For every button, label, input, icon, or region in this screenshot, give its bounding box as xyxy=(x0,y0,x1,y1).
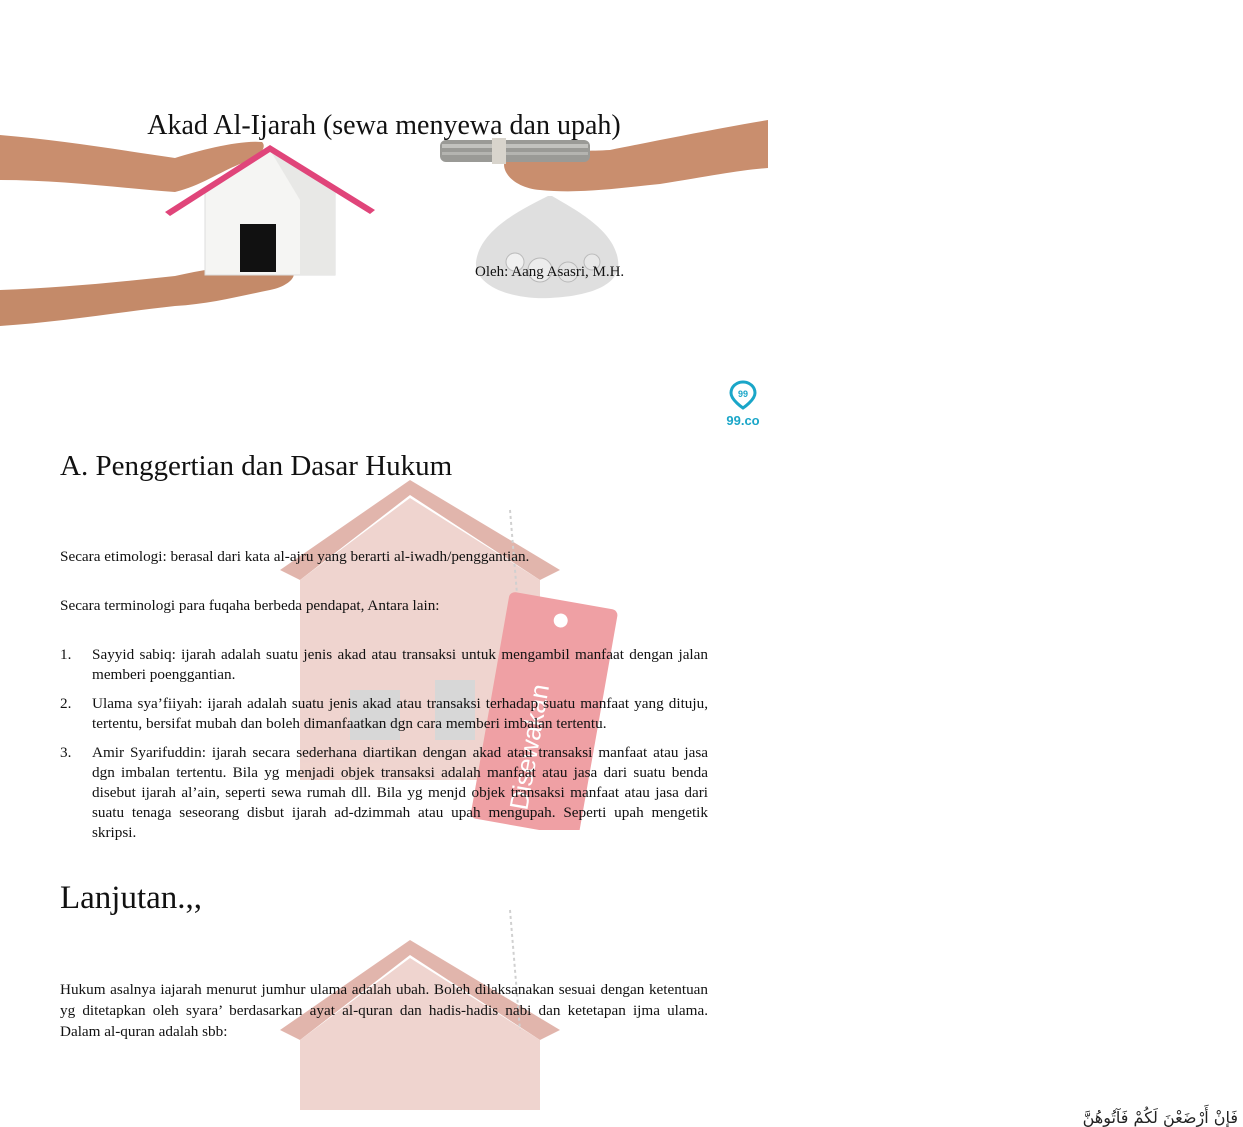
list-number: 2. xyxy=(60,695,72,712)
list-item-text: Ulama sya’fiiyah: ijarah adalah suatu jenis akad atau transaksi terhadap suatu manfaat yang dituju, tertentu, bersifat mubah dan boleh dimanfaatkan dgn cara memberi imbalan tertentu. xyxy=(92,695,708,732)
paragraph-etymology: Secara etimologi: berasal dari kata al-ajru yang berarti al-iwadh/penggantian. xyxy=(60,548,530,565)
list-item xyxy=(60,645,708,685)
arabic-verse: فَإِنْ أَرْضَعْنَ لَكُمْ فَآتُوهُنَّ xyxy=(1082,1108,1238,1127)
list-number: 1. xyxy=(60,646,72,663)
list-item-text: Amir Syarifuddin: ijarah secara sederhana diartikan dengan akad atau transaksi manfaat atau jasa dgn imbalan tertentu. Bila yg menjadi objek transaksi adalah manfaat atau jasa dari suatu benda disebut ijarah al’ain, seperti sewa rumah dll. Bila yg menjd objek transaksi manfaat atau jasa dari suatu tenaga seseorang disbut ijarah ad-dzimmah atau upah mengupah. Seperti upah mengetik skripsi. xyxy=(92,744,708,841)
paragraph-ruling: Hukum asalnya iajarah menurut jumhur ulama adalah ubah. Boleh dilaksanakan sesuai dengan ketentuan yg ditetapkan oleh syara’ berdasarkan ayat al-quran dan hadis-hadis nabi dan ketetapan ijma ulama. Dalam al-quran adalah sbb: xyxy=(60,981,708,1040)
author-line: Oleh: Aang Asasri, M.H. xyxy=(475,264,625,280)
coin-bag xyxy=(476,196,618,298)
list-number: 3. xyxy=(60,744,72,761)
paragraph-terminology: Secara terminologi para fuqaha berbeda pendapat, Antara lain: xyxy=(60,597,440,614)
brand-text: 99.co xyxy=(726,413,760,428)
location-pin-icon xyxy=(728,380,758,410)
tag-text: Disewakan xyxy=(503,681,556,813)
list-item xyxy=(60,694,708,734)
title-illustration xyxy=(0,0,768,430)
list-item-text: Sayyid sabiq: ijarah adalah suatu jenis akad atau transaksi untuk mengambil manfaat dengan jalan memberi poenggantian. xyxy=(92,646,708,683)
definition-list xyxy=(60,645,708,843)
brand-logo xyxy=(718,380,768,428)
content-slide-2 xyxy=(0,830,1238,1127)
list-item xyxy=(60,743,708,843)
section-heading: Lanjutan.,, xyxy=(60,880,203,916)
svg-text:99: 99 xyxy=(737,389,749,399)
content-slide-1 xyxy=(0,430,768,841)
slide-title: Akad Al-Ijarah (sewa menyewa dan upah) xyxy=(147,110,621,141)
title-slide xyxy=(0,0,768,430)
section-heading: A. Penggertian dan Dasar Hukum xyxy=(60,450,453,482)
